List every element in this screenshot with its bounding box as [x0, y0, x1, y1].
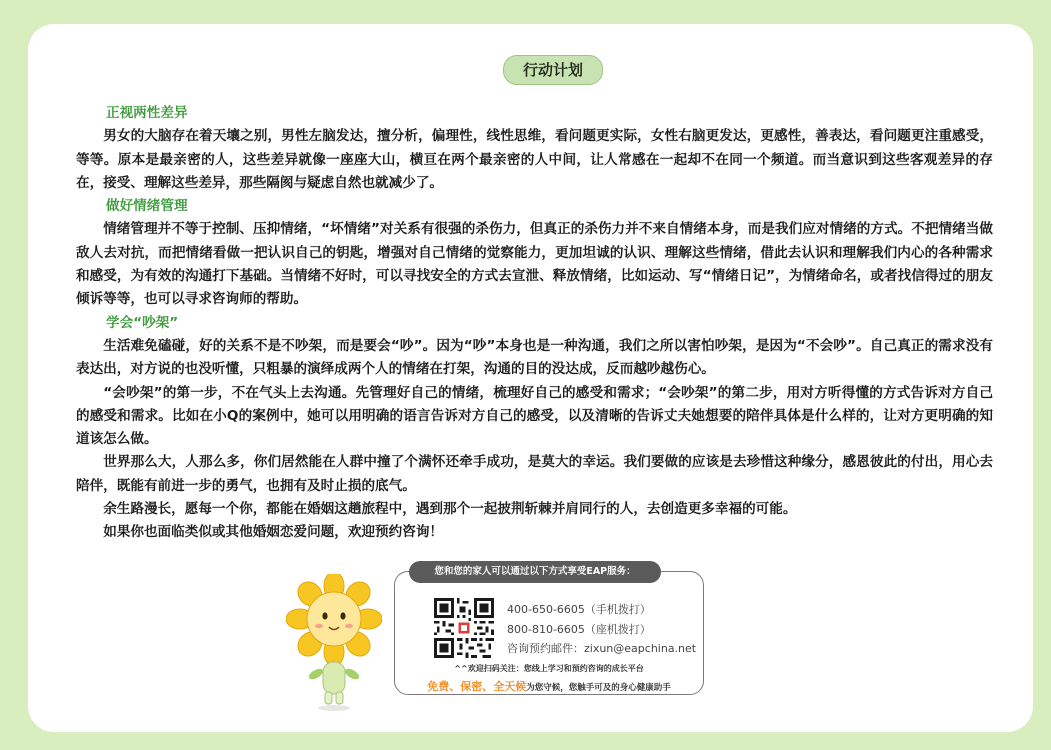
service-slogan: [395, 678, 703, 694]
paragraph: 男女的大脑存在着天壤之别，男性左脑发达，擅分析，偏理性，线性思维，看问题更实际，女性右脑更发达，更感性，善表达，看问题更注重感受，等等。原本是最亲密的人，这些差异就像一座座大山，横亘在两个最亲密的人中间，让人常感在一起却不在同一个频道。而当意识到这些客观差异的存在，接受、理解这些差异，那些隔阂与疑虑自然也就减少了。: [76, 128, 993, 191]
paragraph: “会吵架”的第一步，不在气头上去沟通。先管理好自己的情绪，梳理好自己的感受和需求；“会吵架”的第二步，用对方听得懂的方式告诉对方自己的感受和需求。比如在小Q的案例中，她可以用明确的语言告诉对方自己的感受，以及清晰的告诉丈夫她想要的陪伴具体是什么样的，让对方更明确的知道该怎么做。: [76, 384, 993, 448]
sunflower-mascot-icon: [286, 574, 382, 714]
content-card: [28, 24, 1033, 732]
slogan-highlight: 免费、保密、全天候: [427, 680, 527, 693]
page-title: 行动计划: [503, 55, 603, 85]
section-heading-emotion-management: 做好情绪管理: [106, 198, 188, 215]
scan-note: ^^欢迎扫码关注：您线上学习和预约咨询的成长平台: [454, 664, 644, 673]
qr-code-icon: [434, 598, 494, 658]
paragraph: 世界那么大，人那么多，你们居然能在人群中撞了个满怀还牵手成功，是莫大的幸运。我们要做的应该是去珍惜这种缘分，感恩彼此的付出，用心去陪伴，既能有前进一步的勇气，也拥有及时止损的底气。: [76, 454, 993, 494]
contact-header: 您和您的家人可以通过以下方式享受EAP服务：: [409, 561, 661, 583]
paragraph: 生活难免磕碰，好的关系不是不吵架，而是要会“吵”。因为“吵”本身也是一种沟通，我们之所以害怕吵架，是因为“不会吵”。自己真正的需求没有表达出，对方说的也没听懂，只粗暴的演绎成两个人的情绪在打架，沟通的目的没达成，反而越吵越伤心。: [76, 337, 993, 378]
paragraph: 余生路漫长，愿每一个你，都能在婚姻这趟旅程中，遇到那个一起披荆斩棘并肩同行的人，去创造更多幸福的可能。: [103, 501, 797, 518]
section-heading-learn-to-argue: 学会“吵架”: [106, 314, 179, 331]
consult-email[interactable]: 咨询预约邮件：zixun@eapchina.net: [507, 642, 697, 655]
landline-phone[interactable]: 800-810-6605（座机拨打）: [507, 622, 651, 636]
slogan-rest: 为您守候，您触手可及的身心健康助手: [526, 683, 671, 693]
paragraph: 如果你也面临类似或其他婚姻恋爱问题，欢迎预约咨询！: [103, 524, 444, 541]
mobile-phone[interactable]: 400-650-6605（手机拨打）: [507, 603, 651, 616]
paragraph: 情绪管理并不等于控制、压抑情绪，“坏情绪”对关系有很强的杀伤力，但真正的杀伤力并不来自情绪本身，而是我们应对情绪的方式。不把情绪当做敌人去对抗，而把情绪看做一把认识自己的钥匙，增强对自己情绪的觉察能力，更加坦诚的认识、理解这些情绪，借此去认识和理解我们内心的各种需求和感受，为有效的沟通打下基础。当情绪不好时，可以寻找安全的方式去宣泄、释放情绪，比如运动、写“情绪日记”，为情绪命名，或者找信得过的朋友倾诉等等，也可以寻求咨询师的帮助。: [76, 221, 993, 308]
contact-box: [394, 566, 704, 695]
article-body: [76, 102, 993, 545]
contact-info: [507, 600, 696, 659]
section-heading-gender-differences: 正视两性差异: [106, 105, 188, 121]
